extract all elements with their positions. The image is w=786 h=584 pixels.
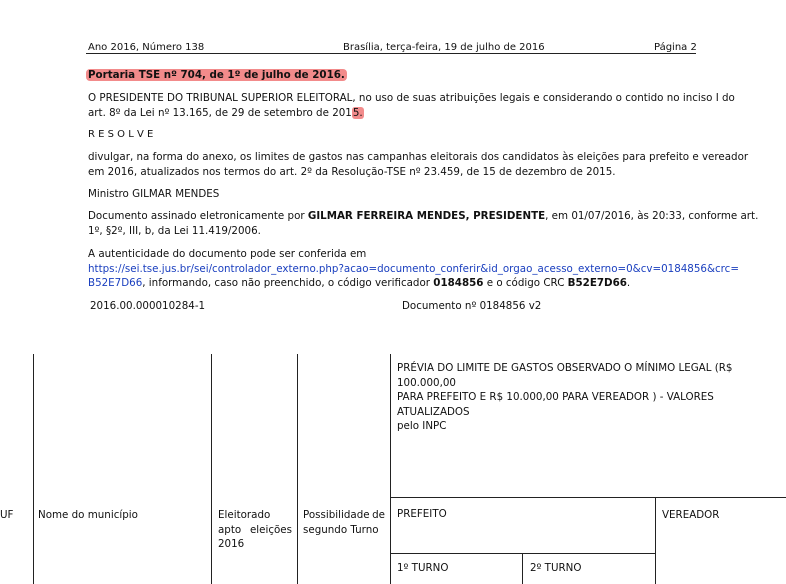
col-segundo-line-2: segundo Turno [303,523,379,536]
table-col-line-6 [522,553,523,584]
table-col-line-2 [211,354,212,584]
previa-line-3: pelo INPC [397,420,447,433]
col-eleitorado-line-1: Eleitorado [218,509,271,521]
auth-mid2-text: e o código CRC [483,277,568,289]
table-col-line-3 [297,354,298,584]
intro-line-2 [88,106,718,121]
auth-end: . [626,277,631,289]
col-eleitorado-word-1: apto [218,523,242,536]
auth-line-3 [88,276,718,291]
header-page-number: Página 2 [654,42,697,53]
col-vereador: VEREADOR [662,509,720,521]
auth-mid-text: , informando, caso não preenchido, o código verificador [142,277,434,289]
col-turno-1: 1º TURNO [397,562,449,574]
col-eleitorado-line-2 [218,523,292,538]
divulgar-line-1: divulgar, na forma do anexo, os limites de gastos nas campanhas eleitorais dos candidatos às eleições para prefeito e vereador [88,151,749,163]
col-eleitorado [218,508,292,552]
col-uf: UF [0,509,14,521]
previa-header [397,361,783,434]
auth-line-1: A autenticidade do documento pode ser conferida em [88,248,367,260]
signed-suffix: , em 01/07/2016, às 20:33, conforme art. [545,210,759,222]
col-eleitorado-word-2: eleições [249,523,292,536]
highlight-mark: 5. [352,107,363,119]
auth-url-link-cont[interactable]: B52E7D66 [88,277,143,289]
signed-line-1 [88,209,759,224]
crc-code: B52E7D66 [567,277,627,289]
highlighted-title: Portaria TSE nº 704, de 1º de julho de 2016. [88,69,345,81]
col-prefeito: PREFEITO [397,508,447,520]
signed-line-2: 1º, §2º, III, b, da Lei 11.419/2006. [88,225,261,237]
table-row-line-1 [390,497,786,498]
verifier-code: 0184856 [433,277,484,289]
col-segundo-word-1: Possibilidade [303,509,370,521]
table-col-line-5 [655,497,656,584]
header-date: Brasília, terça-feira, 19 de julho de 2016 [343,42,545,53]
col-turno-2: 2º TURNO [530,562,582,574]
intro-line-2-text: art. 8º da Lei nº 13.165, de 29 de setembro de 201 [88,107,352,119]
signed-prefix: Documento assinado eletronicamente por [88,210,308,222]
header-edition-text: Ano 2016, Número 138 [88,42,205,53]
col-segundo-turno [303,508,385,537]
table-col-line-4 [390,354,391,584]
document-number: Documento nº 0184856 v2 [402,300,542,312]
col-segundo-word-2: de [372,509,385,521]
col-eleitorado-line-3: 2016 [218,538,245,551]
divulgar-line-2: em 2016, atualizados nos termos do art. 2º da Resolução-TSE nº 23.459, de 15 de dezembro de 2015. [88,166,616,178]
portaria-title [86,68,716,83]
process-number: 2016.00.000010284-1 [90,300,206,312]
minister-name: Ministro GILMAR MENDES [88,188,220,200]
table-col-line-1 [33,354,34,584]
auth-url-link[interactable]: https://sei.tse.jus.br/sei/controlador_externo.php?acao=documento_conferir&id_orgao_acesso_externo=0&cv=0184856&crc= [88,263,739,275]
signer-name: GILMAR FERREIRA MENDES, PRESIDENTE [307,210,546,222]
col-segundo-line-1 [303,508,385,523]
resolve-heading: R E S O L V E [88,129,154,140]
previa-line-2: PARA PREFEITO E R$ 10.000,00 PARA VEREADOR ) - VALORES ATUALIZADOS [397,391,714,418]
previa-line-1: PRÉVIA DO LIMITE DE GASTOS OBSERVADO O MÍNIMO LEGAL (R$ 100.000,00 [397,362,733,389]
header-rule [86,53,696,54]
intro-line-1: O PRESIDENTE DO TRIBUNAL SUPERIOR ELEITORAL, no uso de suas atribuições legais e considerando o contido no inciso I do [88,92,735,104]
col-municipio: Nome do município [38,509,138,521]
